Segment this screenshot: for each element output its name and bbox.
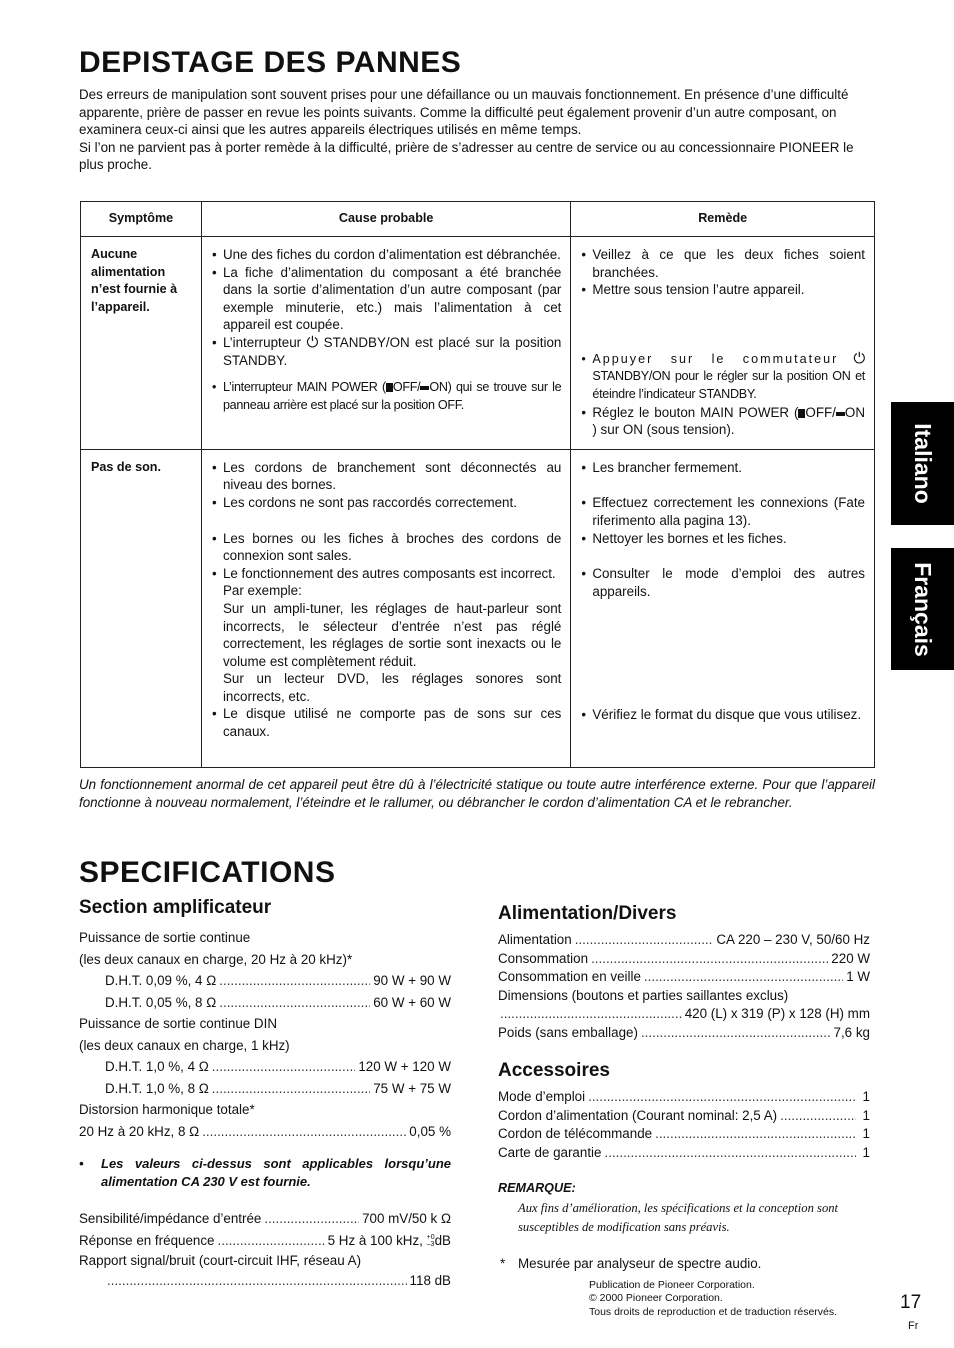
header-cause: Cause probable [201,202,570,237]
ohm-symbol: Ω [198,1059,209,1074]
language-code: Fr [908,1320,919,1332]
specifications-title: SPECIFICATIONS [79,856,336,889]
rights-line: Tous droits de reproduction et de traduction réservés. [589,1305,838,1318]
intro-paragraph-1: Des erreurs de manipulation sont souvent prises pour une défaillance ou un mauvais fonctionnement. En présence d’une difficulté apparente, prière de passer en revue les points suivants. Comme la difficulté peut également provenir d’un autre composant, on examinera ceux-ci ainsi que les autres appareils électriques utilisés en même temps. [79,87,849,138]
leader-dots [655,1125,855,1144]
accessory-label: Carte de garantie [498,1144,602,1160]
spec-label [105,970,216,992]
symptom-no-sound: Pas de son. [81,449,202,767]
troubleshooting-intro [79,86,879,174]
accessory-qty: 1 [862,1107,870,1123]
spec-label: Poids (sans emballage) [498,1024,638,1040]
remedy-text: STANDBY/ON pour le régler sur la position ON et éteindre l’indicateur STANDBY. [592,369,865,401]
remedy-item: • Les brancher fermement. [581,459,865,477]
remedy-text: ON ) sur ON (sous tension). [592,404,865,438]
spec-label [79,1121,199,1143]
cause-item: • Le disque utilisé ne comporte pas de sons sur ces canaux. [212,705,561,740]
ohm-symbol: Ω [198,1080,209,1096]
remedy-prefix: Réglez le bouton MAIN POWER ( [592,404,799,420]
spec-label-text: D.H.T. 1,0 %, 8 [105,1080,196,1096]
spec-row [79,992,451,1014]
bullet: • [79,1156,84,1171]
accessory-qty: 1 [862,1089,870,1104]
table-row [81,449,875,767]
remark-text: Aux fins d’amélioration, les spécifications et la conception sont susceptibles de modification sans préavis. [518,1201,839,1234]
cause-prefix: L’interrupteur [222,334,302,350]
spec-row [79,1056,451,1078]
power-section-heading: Alimentation/Divers [498,903,677,924]
cause-prefix: ON) [429,380,456,395]
remedy-prefix: Appuyer sur le commutateur [592,351,839,366]
leader-dots [591,950,828,969]
spec-label: Sensibilité/impédance d’entrée [79,1211,262,1226]
remedies-cell [571,237,875,450]
remedy-item: • Vérifiez le format du disque que vous utilisez. [581,706,865,724]
leader-dots [264,1208,359,1230]
spec-row [79,1270,451,1292]
leader-dots [219,992,370,1014]
cause-prefix: L’interrupteur MAIN POWER ( [222,380,386,395]
tab-francais-label: Français [910,561,937,657]
causes-cell [201,449,570,767]
spec-label [105,992,216,1014]
cause-item: • La fiche d’alimentation du composant a été branchée dans la sortie d’alimentation d’un autre composant (par exemple minuterie, etc.) mais l’alimentation à cet appareil est coupée. [212,264,561,334]
remedy-item: • Nettoyer les bornes et les fiches. [581,530,865,548]
intro-paragraph-2: Si l’on ne parvient pas à porter remède à la difficulté, prière de s’adresser au centre de service ou au concessionnaire PIONEER le plus proche. [79,139,854,173]
leader-dots [604,1144,855,1163]
remedy-item [581,404,865,439]
troubleshooting-title: DEPISTAGE DES PANNES [79,46,462,79]
amp-footnote [79,1155,451,1191]
on-bar-icon [836,412,845,416]
spec-line: Rapport signal/bruit (court-circuit IHF, réseau A) [79,1253,362,1268]
spec-row [79,1208,451,1230]
tab-italiano-label: Italiano [910,423,937,504]
spec-line: (les deux canaux en charge, 1 kHz) [79,1037,290,1053]
ohm-symbol: Ω [440,1211,451,1226]
table-header-row [81,202,875,237]
spec-row [79,1230,451,1252]
page-number: 17 [900,1292,922,1313]
tab-italiano[interactable] [891,402,954,525]
publication-line: Publication de Pioneer Corporation. [589,1279,755,1291]
leader-dots [212,1078,370,1100]
cause-item: • Une des fiches du cordon d’alimentation est débranchée. [212,246,561,264]
spec-value [362,1208,451,1230]
spec-label: Alimentation [498,932,572,947]
tolerance-stack [427,1234,435,1248]
accessories-heading: Accessoires [498,1060,610,1081]
amp-specs [79,927,451,1292]
remedy-prefix: OFF/ [805,404,836,420]
accessory-label: Cordon d’alimentation (Courant nominal: 2,5 A) [498,1107,778,1123]
ohm-symbol: Ω [206,994,217,1010]
spec-value: 60 W + 60 W [373,994,451,1010]
leader-dots [218,1230,325,1252]
list-item [498,1125,870,1144]
spec-value: 120 W + 120 W [358,1059,451,1074]
ohm-symbol: Ω [206,973,217,988]
list-item [498,1107,870,1126]
spec-label-text: 20 Hz à 20 kHz, 8 [79,1123,186,1139]
power-specs [498,931,870,1043]
spec-row [79,970,451,992]
spec-label: Réponse en fréquence [79,1232,215,1248]
static-note: Un fonctionnement anormal de cet appareil peut être dû à l’électricité statique ou toute autre interférence externe. Pour que l’appareil fonctionne à nouveau normalement, l’éteindre et le rallumer, ou débrancher le cordon d’alimentation CA et le rebrancher. [79,777,875,810]
spec-value: 220 W [831,950,870,966]
spec-row [498,1005,870,1024]
leader-dots [588,1088,855,1107]
remedy-item: • Mettre sous tension l’autre appareil. [581,281,865,299]
spec-label-text: D.H.T. 0,09 %, 4 [105,973,203,988]
spec-value: CA 220 – 230 V, 50/60 Hz [716,932,870,947]
spec-value: 118 dB [409,1273,451,1288]
spec-value: 75 W + 75 W [373,1080,451,1096]
asterisk: * [500,1256,506,1271]
spec-label: Consommation en veille [498,969,641,985]
spec-label: Consommation [498,950,589,966]
spec-line: Puissance de sortie continue [79,930,251,945]
accessory-qty: 1 [862,1144,870,1160]
list-item [498,1144,870,1163]
leader-dots [500,1005,682,1024]
spec-unit: dB [434,1232,451,1248]
spec-row [79,1078,451,1100]
cause-item: • Les cordons ne sont pas raccordés correctement. [212,494,561,512]
leader-dots [644,968,843,987]
leader-dots [212,1056,356,1078]
spec-line: Puissance de sortie continue DIN [79,1016,277,1031]
list-item [498,1088,870,1107]
leader-dots [219,970,370,992]
remedy-item: • Veillez à ce que les deux fiches soient branchées. [581,246,865,281]
spec-value: 7,6 kg [833,1024,870,1040]
leader-dots [641,1024,831,1043]
footnote-text: Les valeurs ci-dessus sont applicables lorsqu’une alimentation CA 230 V est fournie. [101,1156,451,1189]
accessory-label: Cordon de télécommande [498,1126,653,1142]
remedy-item [581,351,865,404]
leader-dots [780,1107,855,1126]
spec-label [105,1078,209,1100]
cause-item: • Le fonctionnement des autres composants est incorrect. Par exemple: Sur un ampli-tuner, les réglages de haut-parleur sont incorrects, le sélecteur d’entrée n’est pas réglé correctement, les réglages de sortie sont inexacts ou le volume est complètement réduit. Sur un lecteur DVD, les réglages sonores sont incorrects, etc. [212,565,561,706]
spec-value: 420 (L) x 319 (P) x 128 (H) mm [684,1006,870,1022]
spec-value-text: 700 mV/50 k [362,1211,438,1226]
tolerance-minus: –3 [426,1240,435,1248]
ohm-symbol: Ω [189,1123,200,1139]
spec-value [328,1230,451,1252]
header-symptom: Symptôme [81,202,202,237]
cause-item [212,379,561,414]
remark-title: REMARQUE: [498,1181,576,1195]
tab-francais[interactable] [891,548,954,670]
amp-section-heading: Section amplificateur [79,897,272,918]
table-row [81,237,875,450]
spec-value: 90 W + 90 W [373,973,451,988]
cause-item: • Les bornes ou les fiches à broches des cordons de connexion sont sales. [212,530,561,565]
symptom-no-power: Aucune alimentation n’est fournie à l’appareil. [81,237,202,450]
cause-prefix: OFF/ [392,380,421,395]
leader-dots [202,1121,406,1143]
spec-label-text: D.H.T. 0,05 %, 8 [105,994,203,1010]
accessory-label: Mode d’emploi [498,1089,586,1104]
spec-line: Distorsion harmonique totale* [79,1102,255,1117]
cause-item: • Les cordons de branchement sont déconnectés au niveau des bornes. [212,459,561,494]
standby-power-icon: ⏻ [853,349,865,367]
troubleshooting-table [80,201,875,768]
spec-label [105,1056,209,1078]
on-bar-icon [420,386,429,390]
causes-cell [201,237,570,450]
remedies-cell [571,449,875,767]
spec-value: 1 W [846,969,870,985]
publication-info [589,1279,837,1319]
spec-line: Dimensions (boutons et parties saillantes exclus) [498,987,789,1003]
spec-line: (les deux canaux en charge, 20 Hz à 20 kHz)* [79,951,353,967]
off-square-icon [386,383,393,392]
accessories-list [498,1088,870,1162]
copyright-line: © 2000 Pioneer Corporation. [589,1292,723,1305]
spec-row [498,1024,870,1043]
tolerance-plus: +0 [426,1233,435,1241]
leader-dots [107,1270,407,1292]
standby-power-icon: ⏻ [306,333,319,351]
accessory-qty: 1 [862,1126,870,1142]
spec-row [79,1121,451,1143]
header-remedy: Remède [571,202,875,237]
cause-text: STANDBY/ON est placé sur la position STANDBY. [222,334,562,368]
spec-value: 0,05 % [409,1123,451,1139]
spec-row [498,931,870,950]
spec-value-text: 5 Hz à 100 kHz, [327,1232,423,1248]
cause-text: qui se trouve sur le panneau arrière est placé sur la position OFF. [222,380,562,412]
remedy-item: • Effectuez correctement les connexions (Fate riferimento alla pagina 13). [581,494,865,529]
cause-item [212,334,561,369]
leader-dots [575,931,714,950]
measured-note: Mesurée par analyseur de spectre audio. [518,1256,762,1271]
remedy-item: • Consulter le mode d’emploi des autres appareils. [581,565,865,600]
spec-row [498,968,870,987]
spec-row [498,950,870,969]
spec-label-text: D.H.T. 1,0 %, 4 [105,1059,196,1074]
